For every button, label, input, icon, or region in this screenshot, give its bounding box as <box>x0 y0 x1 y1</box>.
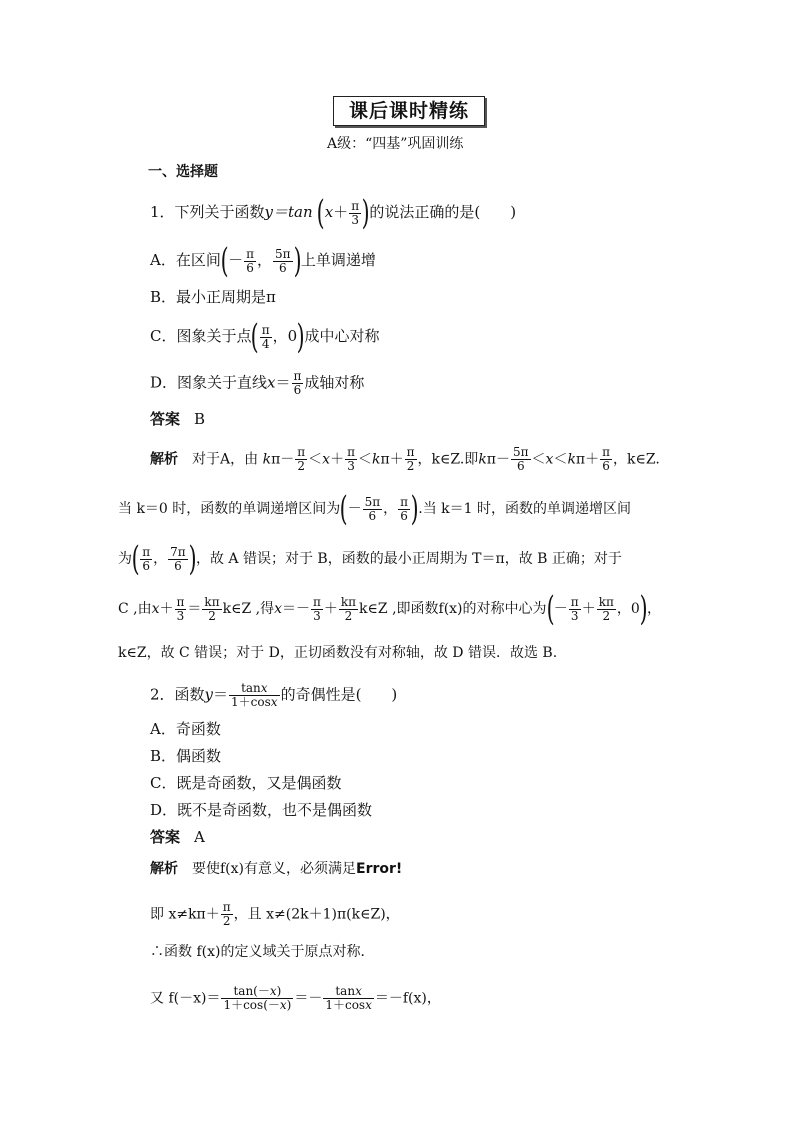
q2-answer: 答案 A <box>150 828 205 846</box>
q2-solution-line-4: 又 f(－x)＝ $\frac{\tan(-x)}{1+\cos(-x)}$ ＝－ $\frac{\tan x}{1+\cos x}$ ＝－f(x)， <box>150 984 441 1012</box>
q1-solution-line-4: C ,由x＋ $\frac{\pi}{3}$ ＝ $\frac{k\pi}{2}$ k∈Z ,得x＝－ $\frac{\pi}{3}$ ＋ $\frac{k\pi}{2}$ k∈Z ,即函数f(x)的对称中心为(－ $\frac{\pi}{3}$ ＋ $\frac{k\pi}{2}$ ，0)， <box>118 589 662 629</box>
q2-stem: 2．函数y＝ $\frac{\tan x}{1+\cos x}$ 的奇偶性是( ) <box>150 681 398 709</box>
q2-solution-line-3: ∴函数 f(x)的定义域关于原点对称． <box>150 944 375 960</box>
q1-solution-line-3: 为( $\frac{\pi}{6}$ ， $\frac{7\pi}{6}$ )，故 A 错误；对于 B，函数的最小正周期为 T＝π，故 B 正确；对于 <box>118 539 622 579</box>
page-title: 课后课时精练 <box>333 96 485 126</box>
q2-solution-line-1: 解析 要使f(x)有意义，必须满足Error! <box>150 861 403 877</box>
q1-answer: 答案 B <box>150 410 206 428</box>
q2-solution-line-2: 即 x≠kπ＋ $\frac{\pi}{2}$ ，且 x≠(2k＋1)π(k∈Z)， <box>150 900 400 928</box>
level-subtitle: A级：“四基”巩固训练 <box>327 136 464 152</box>
q1-option-a: A．在区间(－ $\frac{\pi}{6}$ ， $\frac{5\pi}{6}$ )上单调递增 <box>150 241 376 281</box>
q1-option-b: B．最小正周期是π <box>150 288 276 306</box>
q1-solution-line-2: 当 k＝0 时，函数的单调递增区间为(－ $\frac{5\pi}{6}$ ， $\frac{\pi}{6}$ ).当 k＝1 时，函数的单调递增区间 <box>118 489 631 529</box>
q1-option-c: C．图象关于点( $\frac{\pi}{4}$ ，0)成中心对称 <box>150 317 380 357</box>
q1-solution-line-1: 解析 对于A，由 kπ－ $\frac{\pi}{2}$ ＜x＋ $\frac{\pi}{3}$ ＜kπ＋ $\frac{\pi}{2}$ ，k∈Z.即kπ－ $\frac{5\pi}{6}$ ＜x＜kπ＋ $\frac{\pi}{6}$ ，k∈Z. <box>150 445 660 473</box>
section-heading: 一、选择题 <box>148 164 218 180</box>
q1-solution-line-5: k∈Z，故 C 错误；对于 D，正切函数没有对称轴，故 D 错误．故选 B. <box>118 645 558 661</box>
q2-option-b: B．偶函数 <box>150 747 222 765</box>
q1-stem: 1．下列关于函数y＝tan (x＋ $\frac{\pi}{3}$ )的说法正确的是( ) <box>150 193 517 233</box>
q2-option-d: D．既不是奇函数，也不是偶函数 <box>150 801 373 819</box>
q2-option-a: A．奇函数 <box>150 720 221 738</box>
q2-option-c: C．既是奇函数，又是偶函数 <box>150 774 342 792</box>
q1-option-d: D．图象关于直线x＝ $\frac{\pi}{6}$ 成轴对称 <box>150 369 365 397</box>
